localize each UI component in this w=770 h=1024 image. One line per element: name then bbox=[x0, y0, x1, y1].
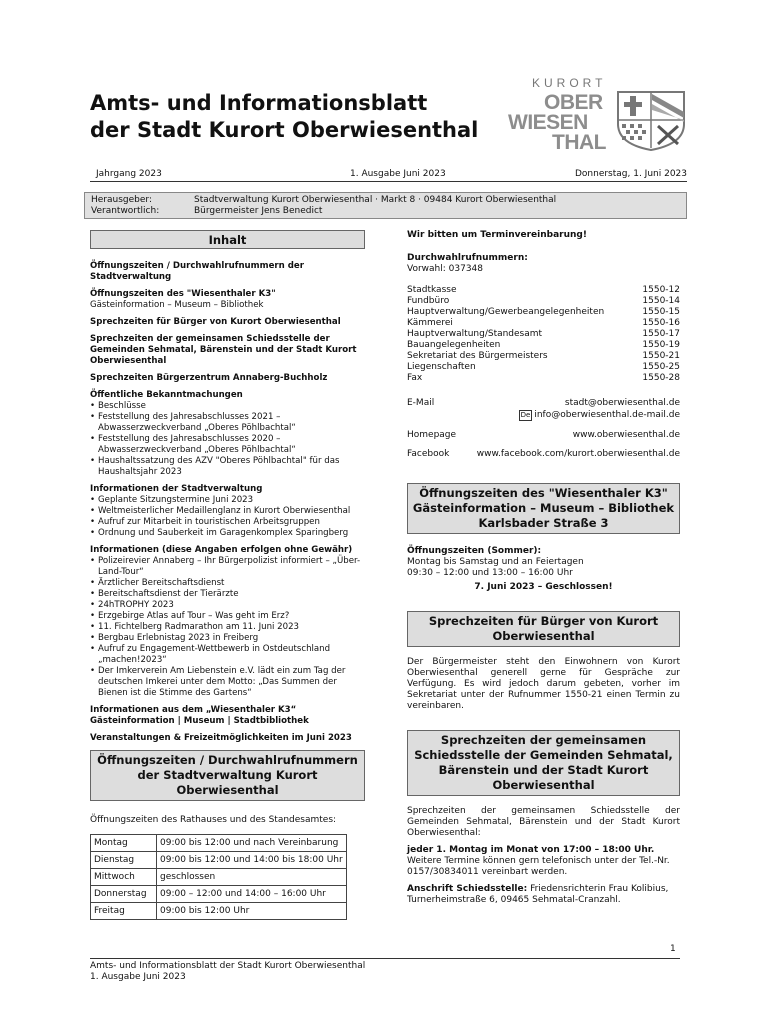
table-row bbox=[91, 852, 347, 869]
facebook-link[interactable]: www.facebook.com/kurort.oberwiesenthal.de bbox=[476, 449, 680, 459]
ext-number: 1550-21 bbox=[642, 351, 680, 361]
schiedsstelle-weitere: Weitere Termine können gern telefonisch unter der Tel.-Nr. 0157/30834011 vereinbart werden. bbox=[407, 856, 670, 877]
list-item bbox=[407, 373, 680, 384]
title-line-2: der Stadt Kurort Oberwiesenthal bbox=[90, 118, 479, 142]
day-cell: Dienstag bbox=[91, 852, 157, 869]
toc-item[interactable]: Sprechzeiten Bürgerzentrum Annaberg-Buchholz bbox=[90, 373, 328, 383]
ext-number: 1550-17 bbox=[642, 329, 680, 339]
de-mail-link[interactable]: info@oberwiesenthal.de-mail.de bbox=[534, 410, 680, 420]
schiedsstelle-text: Sprechzeiten der gemeinsamen Schiedsstelle der Gemeinden Sehmatal, Bärenstein und der Stadt Kurort Oberwiesenthal: bbox=[407, 806, 680, 838]
termin-note: Wir bitten um Terminvereinbarung! bbox=[407, 230, 587, 240]
list-item: • Geplante Sitzungstermine Juni 2023 bbox=[90, 495, 365, 506]
table-row bbox=[91, 869, 347, 886]
herausgeber-value: Stadtverwaltung Kurort Oberwiesenthal · Markt 8 · 09484 Kurort Oberwiesenthal bbox=[194, 195, 557, 205]
extension-list bbox=[407, 285, 680, 384]
ext-number: 1550-25 bbox=[642, 362, 680, 372]
issue-jahrgang: Jahrgang 2023 bbox=[96, 169, 162, 179]
toc-item[interactable]: Informationen der Stadtverwaltung bbox=[90, 484, 263, 494]
toc-item[interactable]: Öffentliche Bekanntmachungen bbox=[90, 390, 243, 400]
contact-block bbox=[407, 398, 680, 461]
ext-name: Stadtkasse bbox=[407, 285, 457, 295]
email-label: E-Mail bbox=[407, 398, 435, 408]
de-mail-icon: De bbox=[520, 411, 531, 419]
ext-name: Kämmerei bbox=[407, 318, 453, 328]
k3-heading: Öffnungszeiten des "Wiesenthaler K3" Gästeinformation – Museum – Bibliothek Karlsbader Straße 3 bbox=[407, 483, 680, 534]
k3-closed-note: 7. Juni 2023 – Geschlossen! bbox=[474, 582, 613, 592]
time-cell: 09:00 – 12:00 und 14:00 – 16:00 Uhr bbox=[157, 886, 347, 903]
list-item: • 11. Fichtelberg Radmarathon am 11. Juni 2023 bbox=[90, 622, 365, 633]
issue-date: Donnerstag, 1. Juni 2023 bbox=[574, 169, 687, 179]
footer-line-1: Amts- und Informationsblatt der Stadt Kurort Oberwiesenthal bbox=[90, 961, 366, 971]
ext-name: Hauptverwaltung/Gewerbeangelegenheiten bbox=[407, 307, 605, 317]
list-item bbox=[407, 351, 680, 362]
ext-number: 1550-12 bbox=[642, 285, 680, 295]
logo-thal: THAL bbox=[552, 131, 606, 154]
logo-wiesen: WIESEN bbox=[508, 111, 588, 134]
time-cell: geschlossen bbox=[157, 869, 347, 886]
toc-list bbox=[90, 556, 365, 699]
list-item: • Ärztlicher Bereitschaftsdienst bbox=[90, 578, 365, 589]
list-item bbox=[407, 362, 680, 373]
left-column bbox=[90, 230, 365, 920]
ext-number: 1550-14 bbox=[642, 296, 680, 306]
list-item: • Weltmeisterlicher Medaillenglanz in Kurort Oberwiesenthal bbox=[90, 506, 365, 517]
toc-subitem: Gästeinformation | Museum | Stadtbibliothek bbox=[90, 716, 309, 726]
logo-kurort: KURORT bbox=[532, 76, 607, 90]
toc-item[interactable]: Sprechzeiten für Bürger von Kurort Oberwiesenthal bbox=[90, 317, 341, 327]
town-logo bbox=[508, 72, 688, 162]
day-cell: Montag bbox=[91, 835, 157, 852]
ext-number: 1550-19 bbox=[642, 340, 680, 350]
logo-ober: OBER bbox=[544, 91, 603, 114]
right-column bbox=[407, 230, 680, 906]
buerger-text: Der Bürgermeister steht den Einwohnern von Kurort Oberwiesenthal generell gerne für Gespräche zur Verfügung. Es wird jedoch darum gebeten, vorher im Sekretariat unter der Rufnummer 1550-21 einen Termin zu vereinbaren. bbox=[407, 657, 680, 711]
facebook-label: Facebook bbox=[407, 449, 450, 459]
list-item: • Aufruf zu Engagement-Wettbewerb in Ostdeutschland „machen!2023“ bbox=[90, 644, 365, 666]
inhalt-heading: Inhalt bbox=[90, 230, 365, 249]
k3-line-1: Montag bis Samstag und an Feiertagen bbox=[407, 557, 584, 567]
list-item: • Beschlüsse bbox=[90, 401, 365, 412]
email-link[interactable]: stadt@oberwiesenthal.de bbox=[564, 398, 680, 408]
page-number: 1 bbox=[670, 944, 676, 954]
day-cell: Freitag bbox=[91, 903, 157, 920]
table-row bbox=[91, 903, 347, 920]
durchwahl-label: Durchwahlrufnummern: bbox=[407, 253, 528, 263]
ext-name: Hauptverwaltung/Standesamt bbox=[407, 329, 543, 339]
list-item: • Aufruf zur Mitarbeit in touristischen Arbeitsgruppen bbox=[90, 517, 365, 528]
day-cell: Donnerstag bbox=[91, 886, 157, 903]
toc-item[interactable]: Veranstaltungen & Freizeitmöglichkeiten im Juni 2023 bbox=[90, 733, 352, 743]
list-item bbox=[407, 340, 680, 351]
schiedsstelle-termin: jeder 1. Montag im Monat von 17:00 – 18:00 Uhr. bbox=[407, 845, 655, 855]
list-item: • Polizeirevier Annaberg – Ihr Bürgerpolizist informiert – „Über-Land-Tour“ bbox=[90, 556, 365, 578]
list-item: • Haushaltssatzung des AZV "Oberes Pöhlbachtal" für das Haushaltsjahr 2023 bbox=[90, 456, 365, 478]
ext-name: Bauangelegenheiten bbox=[407, 340, 501, 350]
ext-name: Fundbüro bbox=[407, 296, 450, 306]
issue-line bbox=[90, 168, 687, 182]
list-item: • Bergbau Erlebnistag 2023 in Freiberg bbox=[90, 633, 365, 644]
list-item bbox=[407, 285, 680, 296]
issue-ausgabe: 1. Ausgabe Juni 2023 bbox=[350, 169, 446, 179]
toc-item[interactable]: Informationen aus dem „Wiesenthaler K3“ bbox=[90, 705, 297, 715]
ext-number: 1550-16 bbox=[642, 318, 680, 328]
publisher-box bbox=[84, 192, 687, 219]
rathaus-subtitle: Öffnungszeiten des Rathauses und des Standesamtes: bbox=[90, 815, 337, 825]
list-item bbox=[407, 318, 680, 329]
toc-item[interactable]: Öffnungszeiten / Durchwahlrufnummern der Stadtverwaltung bbox=[90, 261, 304, 282]
table-of-contents bbox=[90, 261, 365, 744]
list-item: • Bereitschaftsdienst der Tierärzte bbox=[90, 589, 365, 600]
list-item bbox=[407, 296, 680, 307]
ext-name: Liegenschaften bbox=[407, 362, 476, 372]
ext-name: Fax bbox=[407, 373, 423, 383]
schiedsstelle-heading: Sprechzeiten der gemeinsamen Schiedsstelle der Gemeinden Sehmatal, Bärenstein und der Stadt Kurort Oberwiesenthal bbox=[407, 730, 680, 796]
list-item bbox=[407, 307, 680, 318]
page-title bbox=[90, 90, 478, 144]
homepage-link[interactable]: www.oberwiesenthal.de bbox=[572, 430, 680, 440]
schiedsstelle-anschrift bbox=[407, 884, 680, 906]
anschrift-value: Friedensrichterin Frau Kolibius, Turnerheimstraße 6, 09465 Sehmatal-Cranzahl. bbox=[407, 884, 669, 905]
opening-hours-table bbox=[90, 834, 347, 920]
homepage-label: Homepage bbox=[407, 430, 457, 440]
toc-list bbox=[90, 401, 365, 478]
verantwortlich-label: Verantwortlich: bbox=[91, 206, 160, 216]
table-row bbox=[91, 835, 347, 852]
list-item: • Erzgebirge Atlas auf Tour – Was geht im Erz? bbox=[90, 611, 365, 622]
day-cell: Mittwoch bbox=[91, 869, 157, 886]
herausgeber-label: Herausgeber: bbox=[91, 195, 152, 205]
vorwahl: Vorwahl: 037348 bbox=[407, 264, 483, 274]
list-item bbox=[407, 329, 680, 340]
time-cell: 09:00 bis 12:00 und nach Vereinbarung bbox=[157, 835, 347, 852]
page-footer bbox=[90, 958, 680, 983]
ext-number: 1550-28 bbox=[642, 373, 680, 383]
k3-line-2: 09:30 – 12:00 und 13:00 – 16:00 Uhr bbox=[407, 568, 573, 578]
ext-name: Sekretariat des Bürgermeisters bbox=[407, 351, 548, 361]
rathaus-heading: Öffnungszeiten / Durchwahlrufnummern der Stadtverwaltung Kurort Oberwiesenthal bbox=[90, 750, 365, 801]
toc-item[interactable]: Sprechzeiten der gemeinsamen Schiedsstelle der Gemeinden Sehmatal, Bärenstein und der Stadt Kurort Oberwiesenthal bbox=[90, 334, 357, 366]
toc-item[interactable]: Öffnungszeiten des "Wiesenthaler K3" bbox=[90, 289, 276, 299]
coat-of-arms-icon bbox=[616, 90, 686, 152]
toc-list bbox=[90, 495, 365, 539]
list-item: • Der Imkerverein Am Liebenstein e.V. lädt ein zum Tag der deutschen Imkerei unter dem Motto: „Das Summen der Bienen ist die Stimme des Gartens“ bbox=[90, 666, 365, 699]
list-item: • 24hTROPHY 2023 bbox=[90, 600, 365, 611]
time-cell: 09:00 bis 12:00 und 14:00 bis 18:00 Uhr bbox=[157, 852, 347, 869]
toc-subitem: Gästeinformation – Museum – Bibliothek bbox=[90, 300, 264, 310]
verantwortlich-value: Bürgermeister Jens Benedict bbox=[194, 206, 323, 216]
list-item: • Ordnung und Sauberkeit im Garagenkomplex Sparingberg bbox=[90, 528, 365, 539]
buerger-heading: Sprechzeiten für Bürger von Kurort Oberwiesenthal bbox=[407, 611, 680, 647]
list-item: • Feststellung des Jahresabschlusses 2020 – Abwasserzweckverband „Oberes Pöhlbachtal“ bbox=[90, 434, 365, 456]
title-line-1: Amts- und Informationsblatt bbox=[90, 91, 428, 115]
toc-item[interactable]: Informationen (diese Angaben erfolgen ohne Gewähr) bbox=[90, 545, 353, 555]
table-row bbox=[91, 886, 347, 903]
anschrift-label: Anschrift Schiedsstelle: bbox=[407, 884, 528, 894]
ext-number: 1550-15 bbox=[642, 307, 680, 317]
footer-line-2: 1. Ausgabe Juni 2023 bbox=[90, 972, 186, 982]
time-cell: 09:00 bis 12:00 Uhr bbox=[157, 903, 347, 920]
list-item: • Feststellung des Jahresabschlusses 2021 – Abwasserzweckverband „Oberes Pöhlbachtal“ bbox=[90, 412, 365, 434]
k3-oz-label: Öffnungszeiten (Sommer): bbox=[407, 546, 542, 556]
